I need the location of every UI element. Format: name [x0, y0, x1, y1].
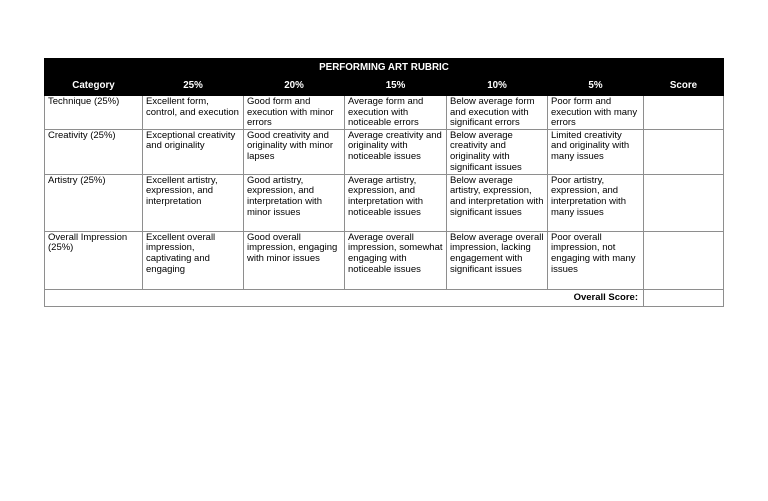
table-title: PERFORMING ART RUBRIC — [45, 59, 724, 78]
table-row-technique — [45, 96, 724, 130]
criteria-cell: Poor artistry, expression, and interpretation with many issues — [548, 174, 644, 231]
score-cell — [644, 174, 724, 231]
column-header-10: 10% — [447, 78, 548, 96]
table-row-creativity — [45, 129, 724, 174]
overall-score-row — [45, 289, 724, 306]
criteria-cell: Limited creativity and originality with many issues — [548, 129, 644, 174]
category-cell: Creativity (25%) — [45, 129, 143, 174]
criteria-cell: Below average creativity and originality with significant issues — [447, 129, 548, 174]
column-header-15: 15% — [345, 78, 447, 96]
criteria-cell: Average creativity and originality with noticeable issues — [345, 129, 447, 174]
rubric-table — [44, 58, 724, 307]
criteria-cell: Average form and execution with noticeable errors — [345, 96, 447, 130]
column-header-20: 20% — [244, 78, 345, 96]
criteria-cell: Average artistry, expression, and interpretation with noticeable issues — [345, 174, 447, 231]
criteria-cell: Good overall impression, engaging with minor issues — [244, 231, 345, 289]
table-row-artistry — [45, 174, 724, 231]
column-header-row — [45, 78, 724, 96]
column-header-5: 5% — [548, 78, 644, 96]
criteria-cell: Good creativity and originality with minor lapses — [244, 129, 345, 174]
column-header-score: Score — [644, 78, 724, 96]
criteria-cell: Below average form and execution with significant errors — [447, 96, 548, 130]
criteria-cell: Below average artistry, expression, and interpretation with significant issues — [447, 174, 548, 231]
score-cell — [644, 231, 724, 289]
criteria-cell: Exceptional creativity and originality — [143, 129, 244, 174]
criteria-cell: Poor overall impression, not engaging with many issues — [548, 231, 644, 289]
table-row-overall-impression — [45, 231, 724, 289]
overall-score-label: Overall Score: — [45, 289, 644, 306]
score-cell — [644, 96, 724, 130]
criteria-cell: Excellent artistry, expression, and interpretation — [143, 174, 244, 231]
category-cell: Technique (25%) — [45, 96, 143, 130]
overall-score-cell — [644, 289, 724, 306]
column-header-25: 25% — [143, 78, 244, 96]
table-title-row — [45, 59, 724, 78]
score-cell — [644, 129, 724, 174]
criteria-cell: Excellent form, control, and execution — [143, 96, 244, 130]
criteria-cell: Excellent overall impression, captivating and engaging — [143, 231, 244, 289]
category-cell: Overall Impression (25%) — [45, 231, 143, 289]
category-cell: Artistry (25%) — [45, 174, 143, 231]
criteria-cell: Average overall impression, somewhat engaging with noticeable issues — [345, 231, 447, 289]
criteria-cell: Good artistry, expression, and interpretation with minor issues — [244, 174, 345, 231]
criteria-cell: Good form and execution with minor errors — [244, 96, 345, 130]
criteria-cell: Below average overall impression, lacking engagement with significant issues — [447, 231, 548, 289]
column-header-category: Category — [45, 78, 143, 96]
criteria-cell: Poor form and execution with many errors — [548, 96, 644, 130]
